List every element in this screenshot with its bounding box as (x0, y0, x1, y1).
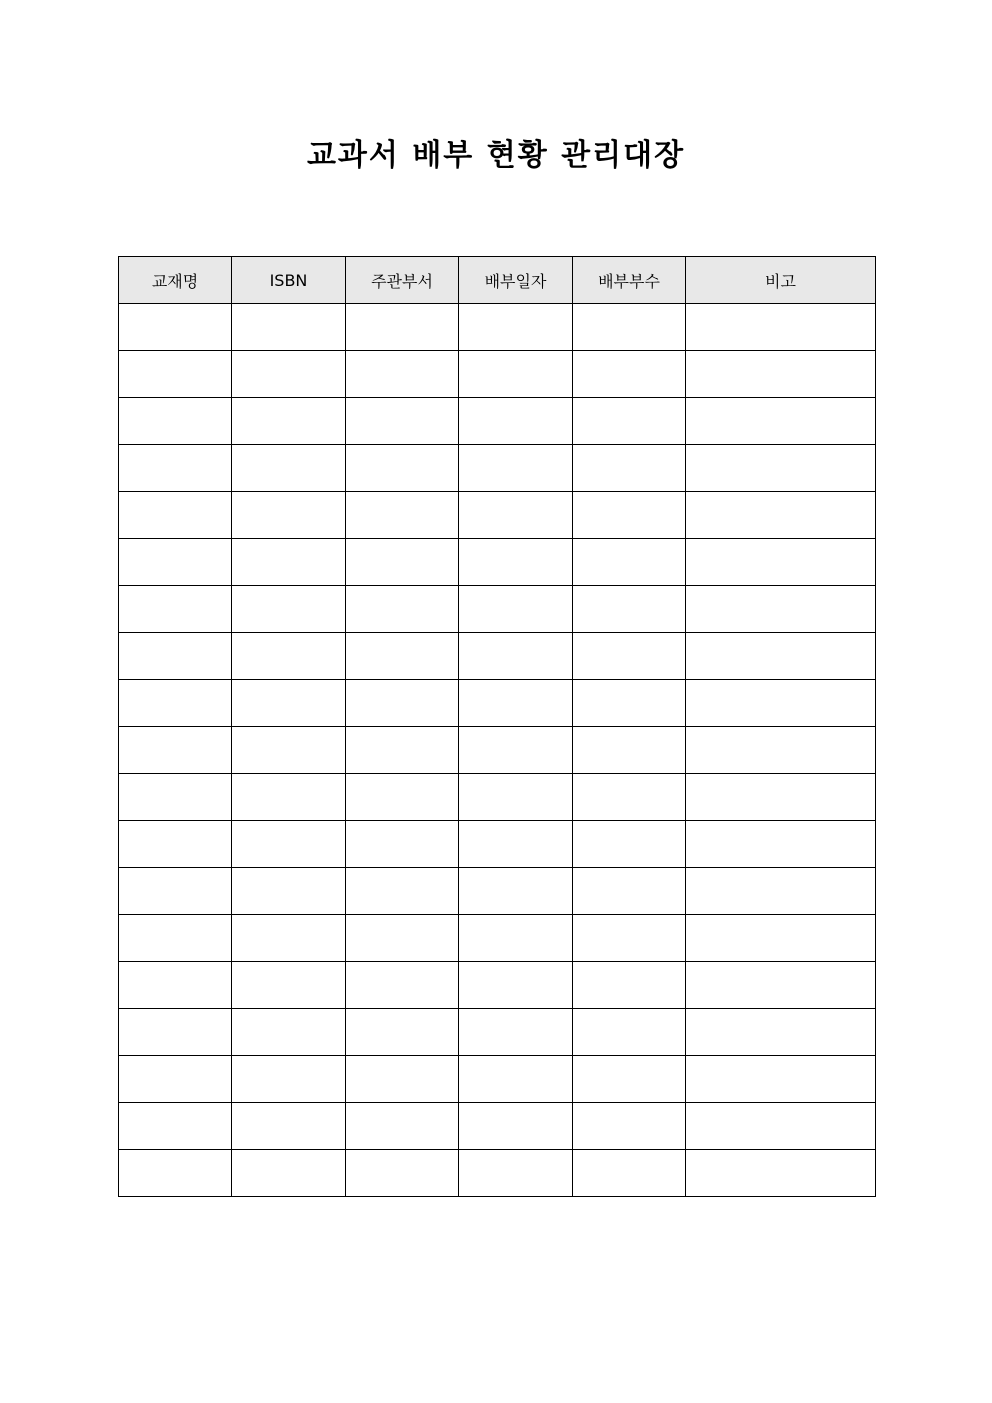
cell-distribution-count (573, 586, 686, 633)
cell-textbook-name (119, 492, 232, 539)
cell-distribution-count (573, 633, 686, 680)
cell-department (346, 1150, 459, 1197)
cell-distribution-count (573, 680, 686, 727)
cell-distribution-date (459, 962, 573, 1009)
cell-distribution-date (459, 1103, 573, 1150)
table-row (119, 398, 876, 445)
cell-textbook-name (119, 774, 232, 821)
cell-department (346, 1103, 459, 1150)
table-row (119, 680, 876, 727)
cell-department (346, 398, 459, 445)
cell-isbn (232, 774, 346, 821)
cell-isbn (232, 821, 346, 868)
cell-isbn (232, 1103, 346, 1150)
cell-distribution-count (573, 351, 686, 398)
cell-department (346, 915, 459, 962)
cell-remarks (686, 1103, 876, 1150)
cell-textbook-name (119, 304, 232, 351)
cell-textbook-name (119, 586, 232, 633)
cell-remarks (686, 351, 876, 398)
cell-textbook-name (119, 445, 232, 492)
cell-distribution-count (573, 1009, 686, 1056)
cell-isbn (232, 1009, 346, 1056)
cell-department (346, 774, 459, 821)
cell-remarks (686, 915, 876, 962)
cell-isbn (232, 1056, 346, 1103)
cell-textbook-name (119, 633, 232, 680)
cell-remarks (686, 398, 876, 445)
cell-distribution-date (459, 915, 573, 962)
cell-distribution-count (573, 304, 686, 351)
cell-remarks (686, 1009, 876, 1056)
table-row (119, 727, 876, 774)
cell-department (346, 821, 459, 868)
cell-distribution-date (459, 1150, 573, 1197)
table-row (119, 868, 876, 915)
cell-textbook-name (119, 962, 232, 1009)
cell-isbn (232, 586, 346, 633)
cell-isbn (232, 962, 346, 1009)
cell-distribution-date (459, 1056, 573, 1103)
table-row (119, 1009, 876, 1056)
cell-isbn (232, 868, 346, 915)
cell-department (346, 633, 459, 680)
table-row (119, 821, 876, 868)
header-distribution-count: 배부부수 (573, 257, 686, 304)
table-row (119, 962, 876, 1009)
cell-isbn (232, 492, 346, 539)
cell-isbn (232, 398, 346, 445)
cell-isbn (232, 727, 346, 774)
cell-department (346, 445, 459, 492)
cell-distribution-count (573, 821, 686, 868)
cell-textbook-name (119, 1150, 232, 1197)
cell-isbn (232, 445, 346, 492)
page-title: 교과서 배부 현황 관리대장 (306, 138, 686, 173)
cell-remarks (686, 727, 876, 774)
cell-distribution-date (459, 304, 573, 351)
header-textbook-name: 교재명 (119, 257, 232, 304)
ledger-body (119, 304, 876, 1197)
cell-distribution-count (573, 868, 686, 915)
cell-remarks (686, 1056, 876, 1103)
cell-textbook-name (119, 539, 232, 586)
cell-textbook-name (119, 821, 232, 868)
cell-remarks (686, 586, 876, 633)
cell-distribution-count (573, 1056, 686, 1103)
cell-department (346, 868, 459, 915)
cell-distribution-date (459, 1009, 573, 1056)
header-distribution-date: 배부일자 (459, 257, 573, 304)
header-department: 주관부서 (346, 257, 459, 304)
header-isbn: ISBN (232, 257, 346, 304)
cell-department (346, 492, 459, 539)
cell-distribution-count (573, 962, 686, 1009)
cell-distribution-count (573, 398, 686, 445)
cell-distribution-count (573, 915, 686, 962)
table-row (119, 1056, 876, 1103)
table-row (119, 633, 876, 680)
cell-department (346, 1009, 459, 1056)
cell-textbook-name (119, 398, 232, 445)
cell-department (346, 680, 459, 727)
cell-isbn (232, 915, 346, 962)
cell-isbn (232, 633, 346, 680)
table-row (119, 915, 876, 962)
table-row (119, 492, 876, 539)
cell-textbook-name (119, 680, 232, 727)
cell-remarks (686, 445, 876, 492)
cell-remarks (686, 304, 876, 351)
table-row (119, 539, 876, 586)
cell-distribution-count (573, 445, 686, 492)
table-row (119, 774, 876, 821)
cell-distribution-date (459, 633, 573, 680)
cell-distribution-count (573, 1150, 686, 1197)
cell-isbn (232, 304, 346, 351)
cell-isbn (232, 680, 346, 727)
cell-isbn (232, 539, 346, 586)
cell-remarks (686, 1150, 876, 1197)
table-row (119, 1103, 876, 1150)
cell-department (346, 539, 459, 586)
table-row (119, 304, 876, 351)
cell-distribution-date (459, 539, 573, 586)
cell-distribution-date (459, 774, 573, 821)
cell-distribution-date (459, 727, 573, 774)
cell-department (346, 586, 459, 633)
cell-isbn (232, 1150, 346, 1197)
cell-remarks (686, 821, 876, 868)
table-row (119, 351, 876, 398)
cell-remarks (686, 774, 876, 821)
cell-textbook-name (119, 1103, 232, 1150)
cell-remarks (686, 680, 876, 727)
distribution-ledger-table (118, 256, 876, 1197)
table-row (119, 445, 876, 492)
cell-distribution-count (573, 774, 686, 821)
cell-textbook-name (119, 351, 232, 398)
cell-department (346, 1056, 459, 1103)
header-row (119, 257, 876, 304)
cell-distribution-date (459, 821, 573, 868)
cell-remarks (686, 492, 876, 539)
table-row (119, 586, 876, 633)
cell-distribution-date (459, 680, 573, 727)
cell-distribution-date (459, 492, 573, 539)
cell-textbook-name (119, 915, 232, 962)
cell-distribution-count (573, 539, 686, 586)
cell-department (346, 351, 459, 398)
cell-isbn (232, 351, 346, 398)
cell-distribution-date (459, 398, 573, 445)
cell-remarks (686, 962, 876, 1009)
cell-remarks (686, 539, 876, 586)
cell-department (346, 304, 459, 351)
cell-department (346, 727, 459, 774)
header-remarks: 비고 (686, 257, 876, 304)
cell-remarks (686, 633, 876, 680)
cell-textbook-name (119, 1009, 232, 1056)
cell-textbook-name (119, 868, 232, 915)
cell-distribution-date (459, 868, 573, 915)
cell-distribution-date (459, 351, 573, 398)
cell-department (346, 962, 459, 1009)
table-row (119, 1150, 876, 1197)
cell-distribution-count (573, 492, 686, 539)
cell-remarks (686, 868, 876, 915)
cell-distribution-count (573, 727, 686, 774)
cell-distribution-date (459, 586, 573, 633)
cell-textbook-name (119, 727, 232, 774)
cell-distribution-date (459, 445, 573, 492)
cell-textbook-name (119, 1056, 232, 1103)
cell-distribution-count (573, 1103, 686, 1150)
